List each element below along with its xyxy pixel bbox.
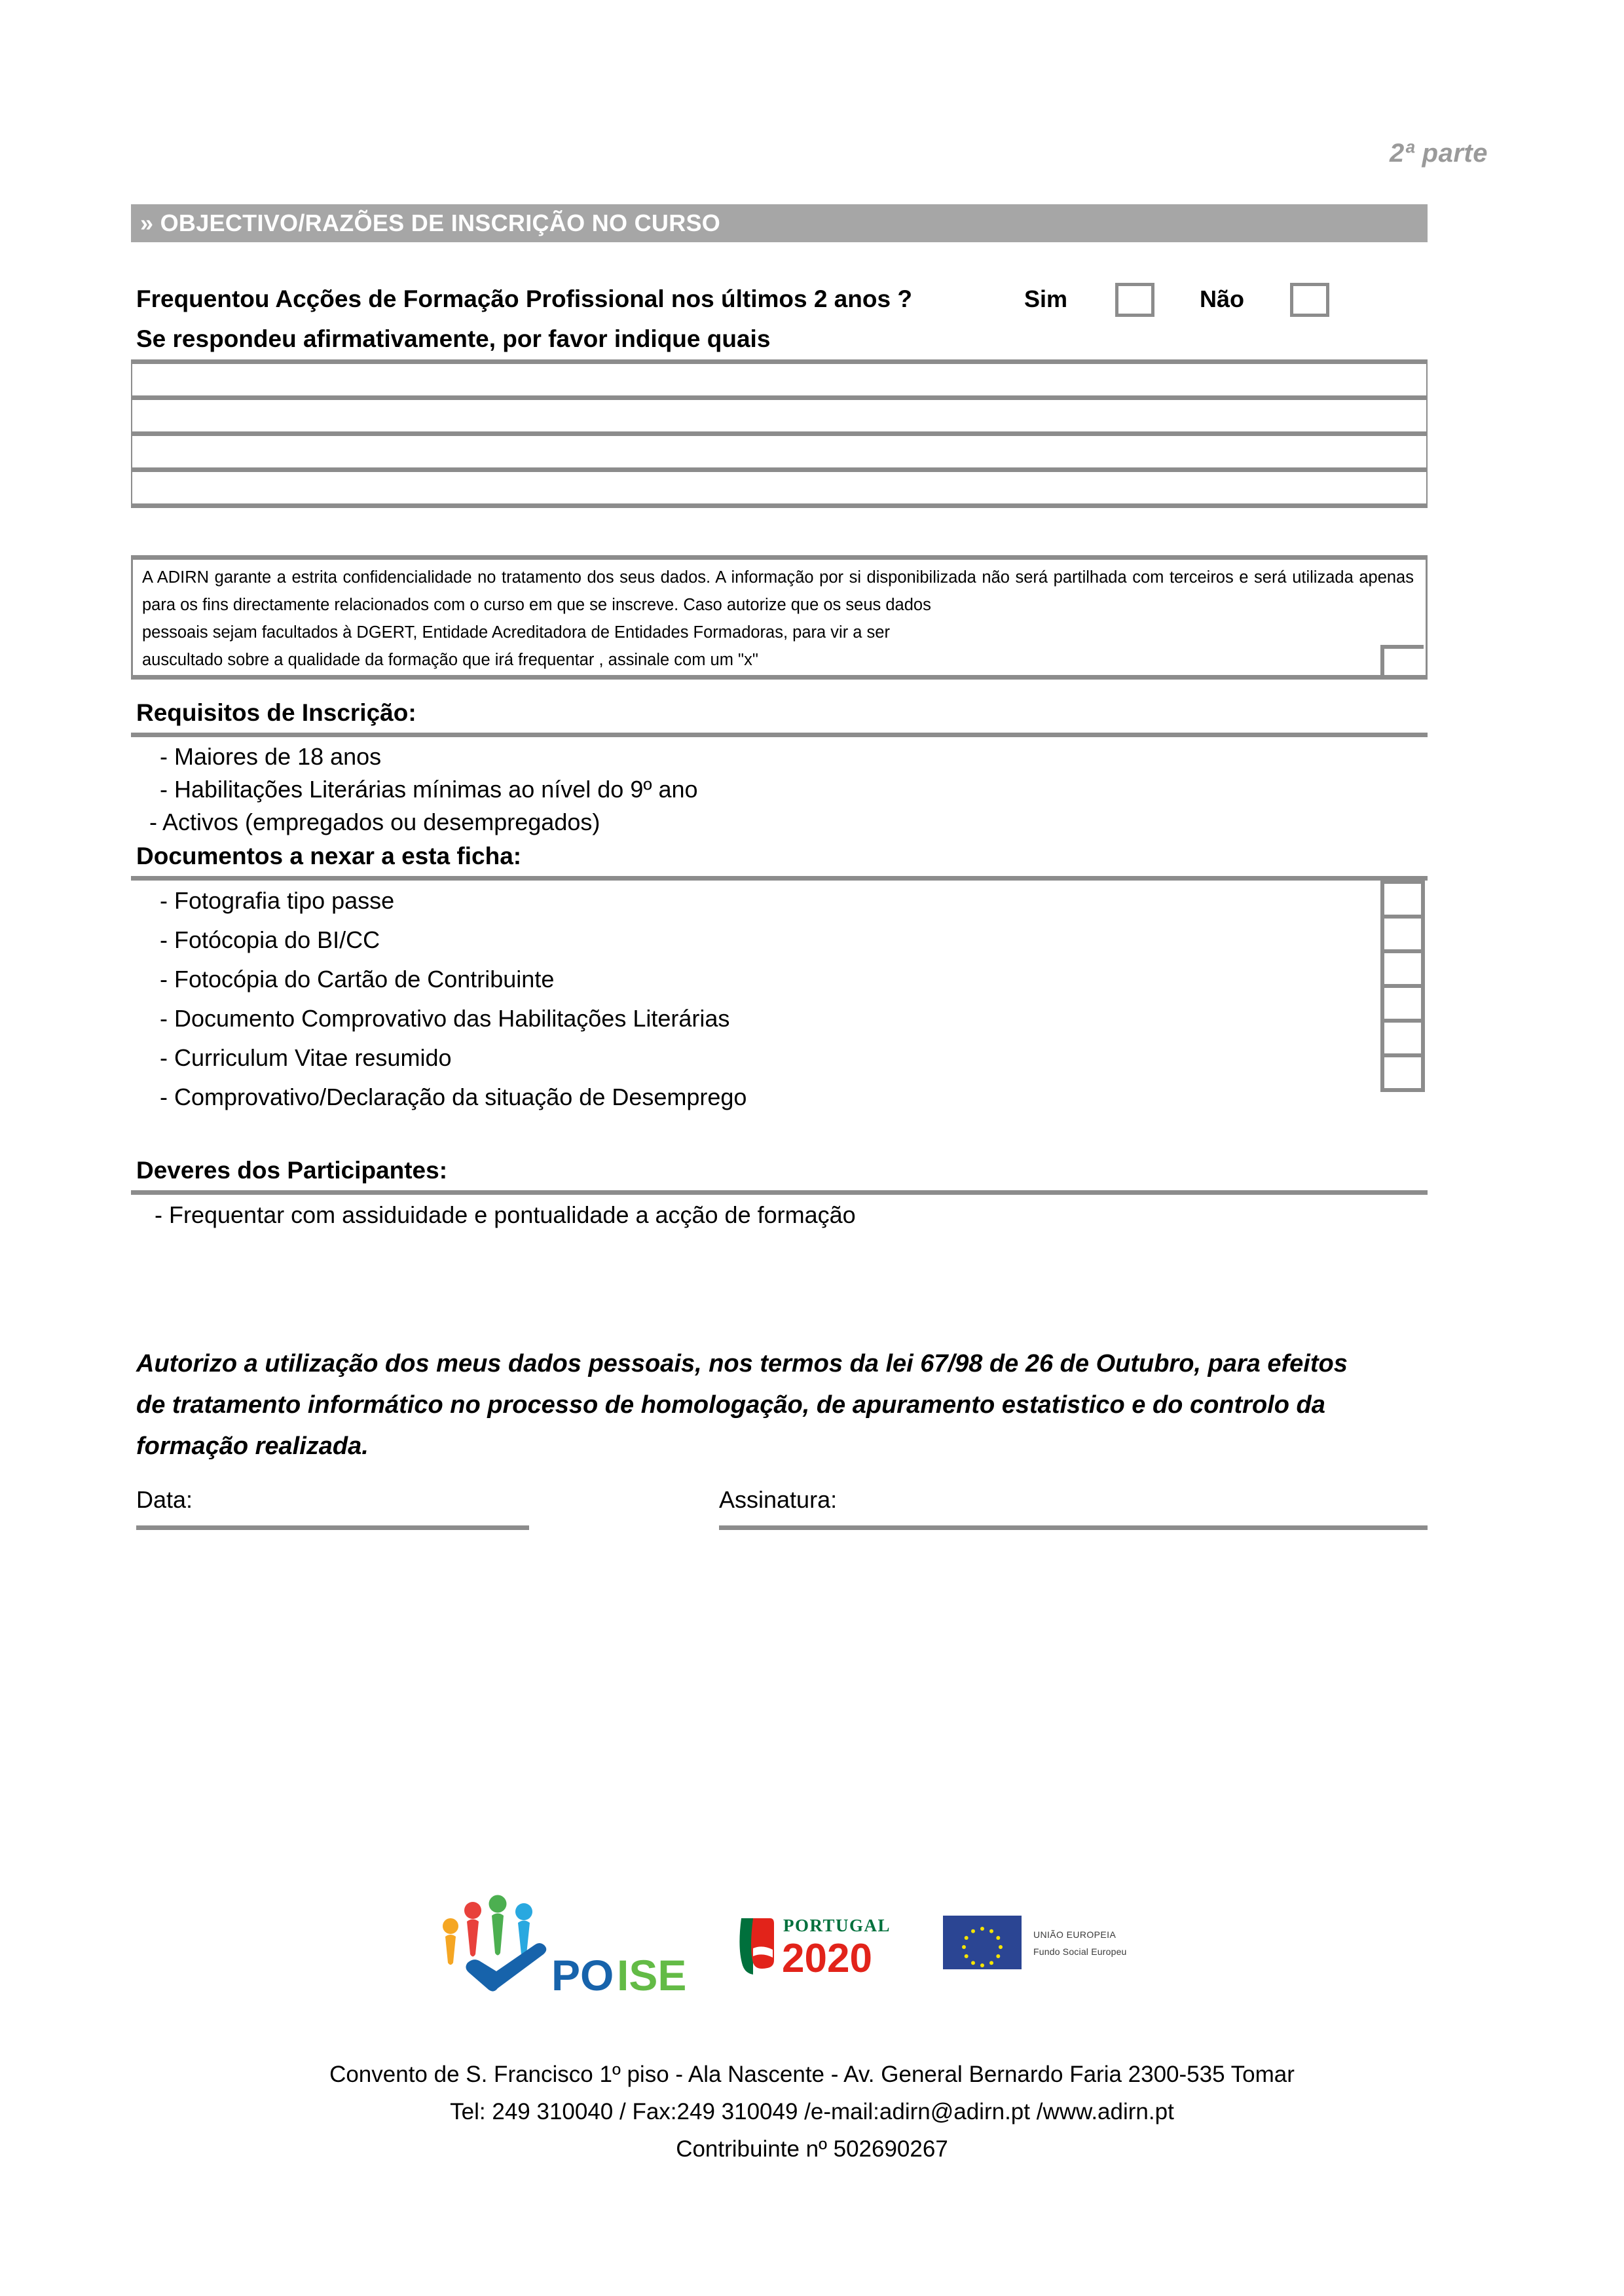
answer-line-input[interactable] [131, 395, 1428, 436]
checkbox-document[interactable] [1380, 984, 1425, 1023]
requirements-rule [131, 733, 1428, 737]
footer-contacts: Tel: 249 310040 / Fax:249 310049 /e-mail:adirn@adirn.pt /www.adirn.pt [450, 2099, 1174, 2124]
section-header-bar [131, 204, 1428, 242]
document-item: - Fotocópia do Cartão de Contribuinte [160, 966, 555, 993]
signature-input-line[interactable] [719, 1525, 1428, 1530]
document-item: - Comprovativo/Declaração da situação de Desemprego [160, 1084, 747, 1110]
footer-tax-number: Contribuinte nº 502690267 [676, 2136, 948, 2162]
confidentiality-text [133, 560, 1426, 674]
answer-line-input[interactable] [131, 359, 1428, 400]
requirement-item: - Maiores de 18 anos [160, 743, 382, 770]
po-ise-text-po: PO [551, 1951, 614, 1997]
answer-lines-group [131, 359, 1428, 503]
option-yes-label: Sim [1024, 285, 1068, 312]
checkbox-document[interactable] [1380, 880, 1425, 919]
confidentiality-line-3: pessoais sejam facultados à DGERT, Entidade Acreditadora de Entidades Formadoras, para vir a ser [142, 623, 890, 642]
checkbox-no[interactable] [1290, 283, 1329, 317]
portugal-2020-year: 2020 [782, 1936, 872, 1978]
training-question-row [136, 283, 1428, 318]
option-no-label: Não [1200, 285, 1245, 312]
authorization-statement: Autorizo a utilização dos meus dados pessoais, nos termos da lei 67/98 de 26 de Outubro, para efeitos de tratamento informático no processo de homologação, de apuramento estatistico e do controlo da formação realizada. [136, 1350, 1348, 1460]
portugal-2020-logo-icon [735, 1906, 898, 1978]
confidentiality-paragraph: A ADIRN garante a estrita confidencialidade no tratamento dos seus dados. A informação por si disponibilizada não será partilhada com terceiros e será utilizada apenas para os fins directamente relacionados com o curso em que se inscreve. Caso autorize que os seus dados [142, 568, 1414, 614]
po-ise-logo-icon [432, 1886, 707, 1997]
eu-flag-icon [943, 1916, 1022, 1969]
eu-caption-line2: Fundo Social Europeu [1033, 1946, 1127, 1957]
document-item: - Curriculum Vitae resumido [160, 1044, 452, 1071]
document-item: - Fotócopia do BI/CC [160, 926, 380, 953]
eu-logo-caption [1033, 1926, 1127, 1960]
duties-heading: Deveres dos Participantes: [136, 1157, 448, 1184]
footer-contact-block [0, 2056, 1624, 2168]
document-item: - Documento Comprovativo das Habilitações Literárias [160, 1005, 730, 1032]
document-item: - Fotografia tipo passe [160, 887, 395, 914]
documents-checkbox-column [1380, 880, 1425, 1088]
answer-line-input[interactable] [131, 467, 1428, 508]
followup-question-label: Se respondeu afirmativamente, por favor indique quais [136, 325, 771, 352]
footer-address: Convento de S. Francisco 1º piso - Ala Nascente - Av. General Bernardo Faria 2300-535 Tomar [329, 2062, 1295, 2087]
checkbox-document[interactable] [1380, 1053, 1425, 1092]
eu-caption-line1: UNIÃO EUROPEIA [1033, 1929, 1116, 1940]
training-question-label: Frequentou Acções de Formação Profissional nos últimos 2 anos ? [136, 285, 912, 312]
checkbox-document[interactable] [1380, 1019, 1425, 1057]
documents-rule [131, 876, 1428, 881]
documents-heading: Documentos a nexar a esta ficha: [136, 843, 522, 869]
duties-rule [131, 1190, 1428, 1195]
date-input-line[interactable] [136, 1525, 529, 1530]
portugal-2020-word: PORTUGAL [783, 1916, 891, 1935]
confidentiality-box [131, 555, 1428, 680]
requirement-item: - Habilitações Literárias mínimas ao nível do 9º ano [160, 776, 698, 803]
eu-logo [943, 1916, 1127, 1978]
signature-label: Assinatura: [719, 1486, 838, 1513]
duty-item: - Frequentar com assiduidade e pontualidade a acção de formação [155, 1201, 856, 1228]
section-header-title: » OBJECTIVO/RAZÕES DE INSCRIÇÃO NO CURSO [140, 210, 721, 236]
checkbox-yes[interactable] [1115, 283, 1154, 317]
requirement-item: - Activos (empregados ou desempregados) [149, 809, 600, 835]
po-ise-logo [432, 1886, 707, 1997]
po-ise-text-ise: ISE [617, 1951, 687, 1997]
logo-strip [0, 1879, 1624, 2003]
part-label: 2ª parte [1390, 139, 1488, 168]
date-label: Data: [136, 1486, 193, 1513]
confidentiality-line-4: auscultado sobre a qualidade da formação que irá frequentar , assinale com um "x" [142, 651, 758, 669]
checkbox-document[interactable] [1380, 915, 1425, 953]
checkbox-dgert-consent[interactable] [1380, 645, 1424, 675]
answer-line-input[interactable] [131, 431, 1428, 472]
portugal-2020-logo [735, 1906, 898, 1978]
requirements-heading: Requisitos de Inscrição: [136, 699, 416, 726]
checkbox-document[interactable] [1380, 949, 1425, 988]
